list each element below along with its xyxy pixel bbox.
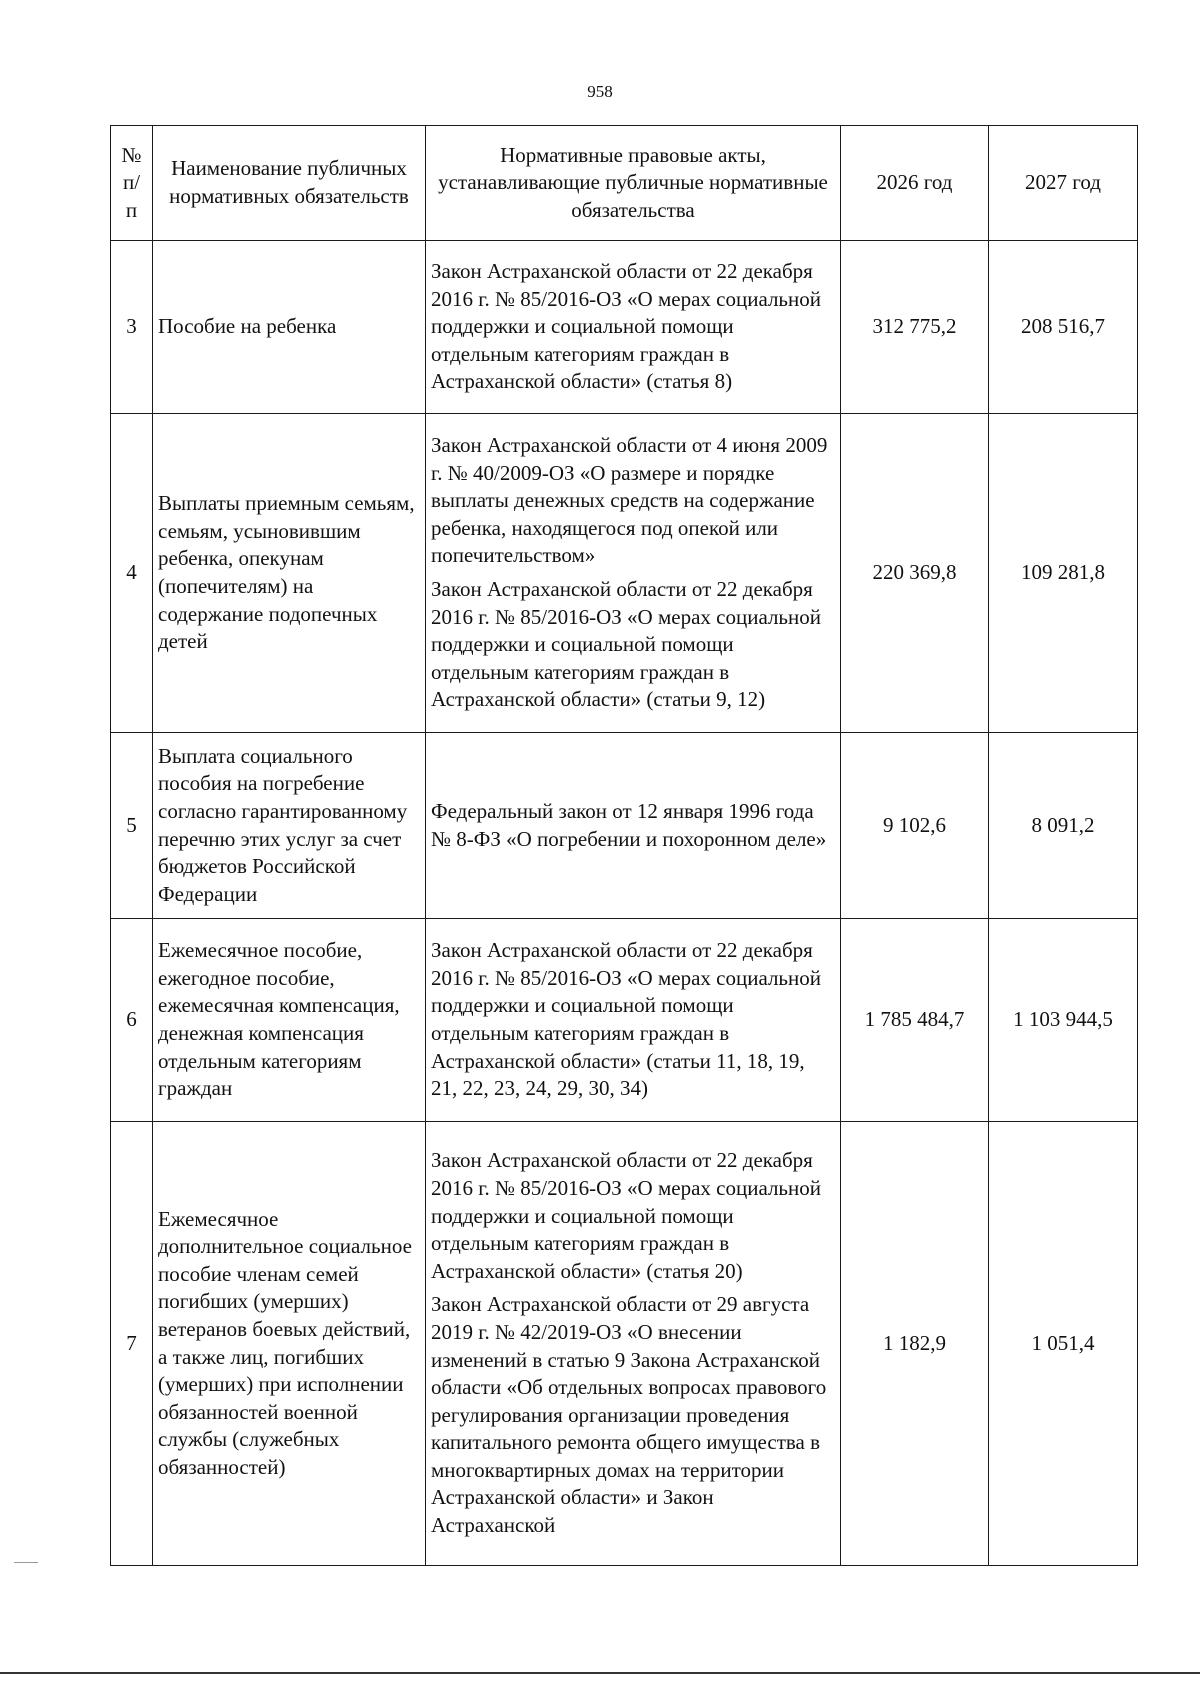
header-acts: Нормативные правовые акты, устанавливающие публичные нормативные обязательства bbox=[426, 126, 841, 241]
legal-act: Закон Астраханской области от 22 декабря 2016 г. № 85/2016-ОЗ «О мерах социальной поддержки и социальной помощи отдельным категориям граждан в Астраханской области» (статьи 11, 18, 19, 21, 22, 23, 24, 29, 30, 34) bbox=[431, 938, 821, 1101]
amount-2026: 220 369,8 bbox=[841, 414, 989, 733]
obligation-name: Пособие на ребенка bbox=[153, 241, 426, 414]
legal-acts-cell bbox=[426, 241, 841, 414]
legal-act: Закон Астраханской области от 29 августа 2019 г. № 42/2019-ОЗ «О внесении изменений в статью 9 Закона Астраханской области «Об отдельных вопросах правового регулирования организации проведения капитального ремонта общего имущества в многоквартирных домах на территории Астраханской области» и Закон Астраханской bbox=[431, 1292, 827, 1538]
legal-act: Федеральный закон от 12 января 1996 года № 8-ФЗ «О погребении и похоронном деле» bbox=[431, 798, 827, 851]
header-2027: 2027 год bbox=[989, 126, 1138, 241]
scan-mark bbox=[14, 1562, 38, 1563]
legal-act: Закон Астраханской области от 22 декабря 2016 г. № 85/2016-ОЗ «О мерах социальной поддержки и социальной помощи отдельным категориям граждан в Астраханской области» (статьи 9, 12) bbox=[431, 577, 821, 712]
legal-acts-cell bbox=[426, 733, 841, 919]
amount-2027: 109 281,8 bbox=[989, 414, 1138, 733]
row-number: 3 bbox=[111, 241, 153, 414]
row-number: 4 bbox=[111, 414, 153, 733]
amount-2026: 312 775,2 bbox=[841, 241, 989, 414]
table-row bbox=[111, 414, 1138, 733]
legal-act: Закон Астраханской области от 4 июня 2009 г. № 40/2009-ОЗ «О размере и порядке выплаты денежных средств на содержание ребенка, находящегося под опекой или попечительством» bbox=[431, 433, 828, 568]
header-name: Наименование публичных нормативных обязательств bbox=[153, 126, 426, 241]
amount-2027: 208 516,7 bbox=[989, 241, 1138, 414]
obligation-name: Выплаты приемным семьям, семьям, усыновившим ребенка, опекунам (попечителям) на содержание подопечных детей bbox=[153, 414, 426, 733]
row-number: 7 bbox=[111, 1122, 153, 1566]
amount-2027: 8 091,2 bbox=[989, 733, 1138, 919]
header-2026: 2026 год bbox=[841, 126, 989, 241]
amount-2026: 9 102,6 bbox=[841, 733, 989, 919]
table-row bbox=[111, 1122, 1138, 1566]
obligation-name: Ежемесячное пособие, ежегодное пособие, ежемесячная компенсация, денежная компенсация отдельным категориям граждан bbox=[153, 919, 426, 1122]
amount-2026: 1 785 484,7 bbox=[841, 919, 989, 1122]
page-number: 958 bbox=[587, 82, 613, 101]
obligations-table bbox=[110, 125, 1138, 1566]
amount-2026: 1 182,9 bbox=[841, 1122, 989, 1566]
row-number: 5 bbox=[111, 733, 153, 919]
legal-act: Закон Астраханской области от 22 декабря 2016 г. № 85/2016-ОЗ «О мерах социальной поддержки и социальной помощи отдельным категориям граждан в Астраханской области» (статья 8) bbox=[431, 259, 821, 394]
row-number: 6 bbox=[111, 919, 153, 1122]
amount-2027: 1 051,4 bbox=[989, 1122, 1138, 1566]
header-number: № п/ п bbox=[111, 126, 153, 241]
amount-2027: 1 103 944,5 bbox=[989, 919, 1138, 1122]
table-header-row bbox=[111, 126, 1138, 241]
table-row bbox=[111, 241, 1138, 414]
obligation-name: Выплата социального пособия на погребение согласно гарантированному перечню этих услуг за счет бюджетов Российской Федерации bbox=[153, 733, 426, 919]
obligation-name: Ежемесячное дополнительное социальное пособие членам семей погибших (умерших) ветеранов боевых действий, а также лиц, погибших (умерших) при исполнении обязанностей военной службы (служебных обязанностей) bbox=[153, 1122, 426, 1566]
table-row bbox=[111, 919, 1138, 1122]
legal-acts-cell bbox=[426, 414, 841, 733]
bottom-rule bbox=[0, 1672, 1200, 1674]
legal-act: Закон Астраханской области от 22 декабря 2016 г. № 85/2016-ОЗ «О мерах социальной поддержки и социальной помощи отдельным категориям граждан в Астраханской области» (статья 20) bbox=[431, 1148, 821, 1283]
table-row bbox=[111, 733, 1138, 919]
legal-acts-cell bbox=[426, 1122, 841, 1566]
legal-acts-cell bbox=[426, 919, 841, 1122]
